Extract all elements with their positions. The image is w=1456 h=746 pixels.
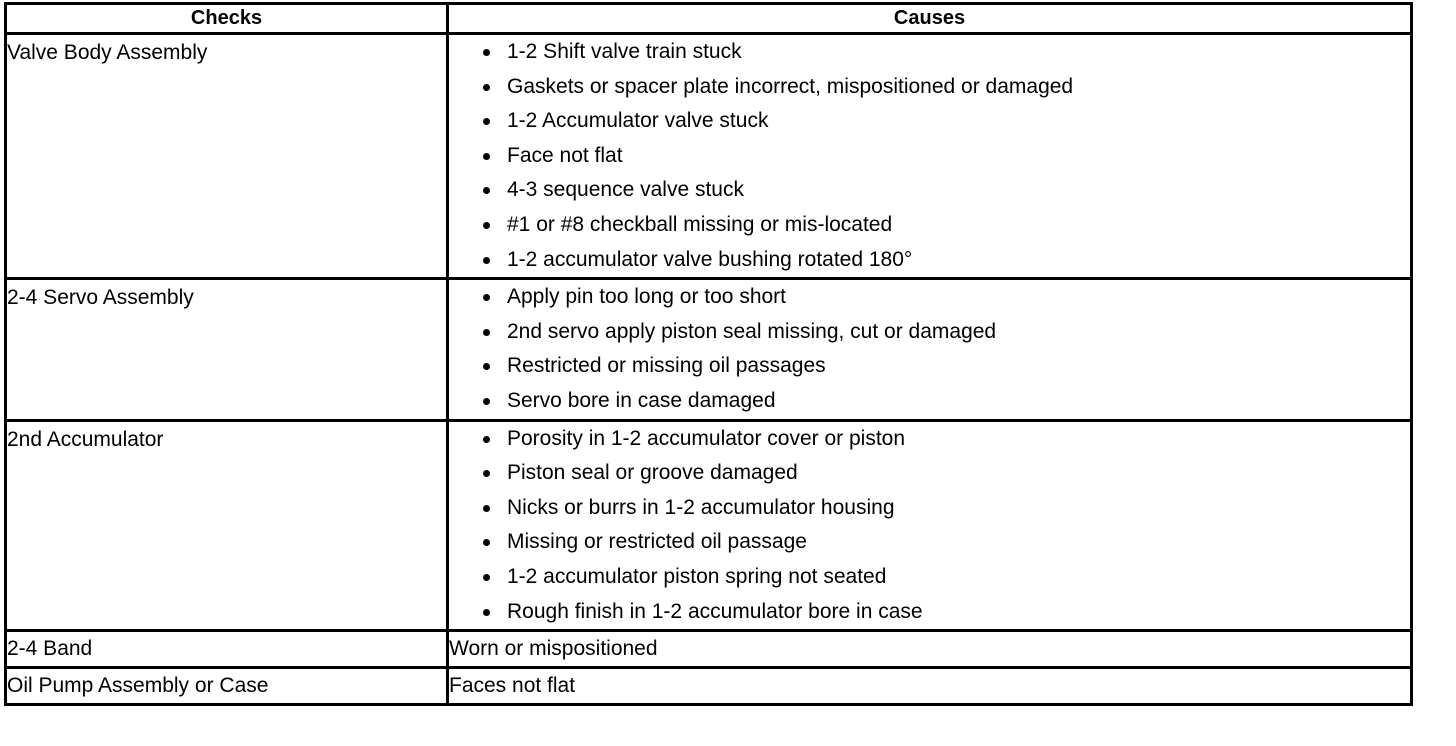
check-cell: Oil Pump Assembly or Case (6, 668, 448, 705)
causes-list (449, 422, 1410, 630)
causes-list (449, 35, 1410, 277)
table-row (6, 668, 1412, 705)
check-cell: 2-4 Band (6, 631, 448, 668)
cause-item: 1-2 Accumulator valve stuck (483, 104, 1410, 139)
cause-item: Porosity in 1-2 accumulator cover or piston (483, 422, 1410, 457)
cause-item: 2nd servo apply piston seal missing, cut or damaged (483, 315, 1410, 350)
cause-item: Gaskets or spacer plate incorrect, mispositioned or damaged (483, 70, 1410, 105)
causes-cell (448, 279, 1412, 420)
table-row (6, 34, 1412, 279)
cause-item: 1-2 Shift valve train stuck (483, 35, 1410, 70)
causes-cell (448, 420, 1412, 631)
cause-item: 1-2 accumulator piston spring not seated (483, 560, 1410, 595)
cause-item: 1-2 accumulator valve bushing rotated 180° (483, 243, 1410, 278)
checks-header: Checks (6, 4, 448, 34)
cause-text-cell: Faces not flat (448, 668, 1412, 705)
check-cell: 2nd Accumulator (6, 420, 448, 631)
cause-item: Rough finish in 1-2 accumulator bore in case (483, 595, 1410, 630)
cause-item: Restricted or missing oil passages (483, 349, 1410, 384)
header-row (6, 4, 1412, 34)
causes-cell (448, 34, 1412, 279)
cause-item: 4-3 sequence valve stuck (483, 173, 1410, 208)
causes-list (449, 280, 1410, 418)
table-row (6, 631, 1412, 668)
cause-item: Servo bore in case damaged (483, 384, 1410, 419)
table-row (6, 279, 1412, 420)
check-cell: Valve Body Assembly (6, 34, 448, 279)
causes-header: Causes (448, 4, 1412, 34)
cause-item: Apply pin too long or too short (483, 280, 1410, 315)
cause-item: #1 or #8 checkball missing or mis-located (483, 208, 1410, 243)
table-row (6, 420, 1412, 631)
cause-item: Missing or restricted oil passage (483, 525, 1410, 560)
cause-item: Piston seal or groove damaged (483, 456, 1410, 491)
cause-item: Face not flat (483, 139, 1410, 174)
check-cell: 2-4 Servo Assembly (6, 279, 448, 420)
diagnosis-table (4, 2, 1413, 706)
cause-item: Nicks or burrs in 1-2 accumulator housing (483, 491, 1410, 526)
cause-text-cell: Worn or mispositioned (448, 631, 1412, 668)
